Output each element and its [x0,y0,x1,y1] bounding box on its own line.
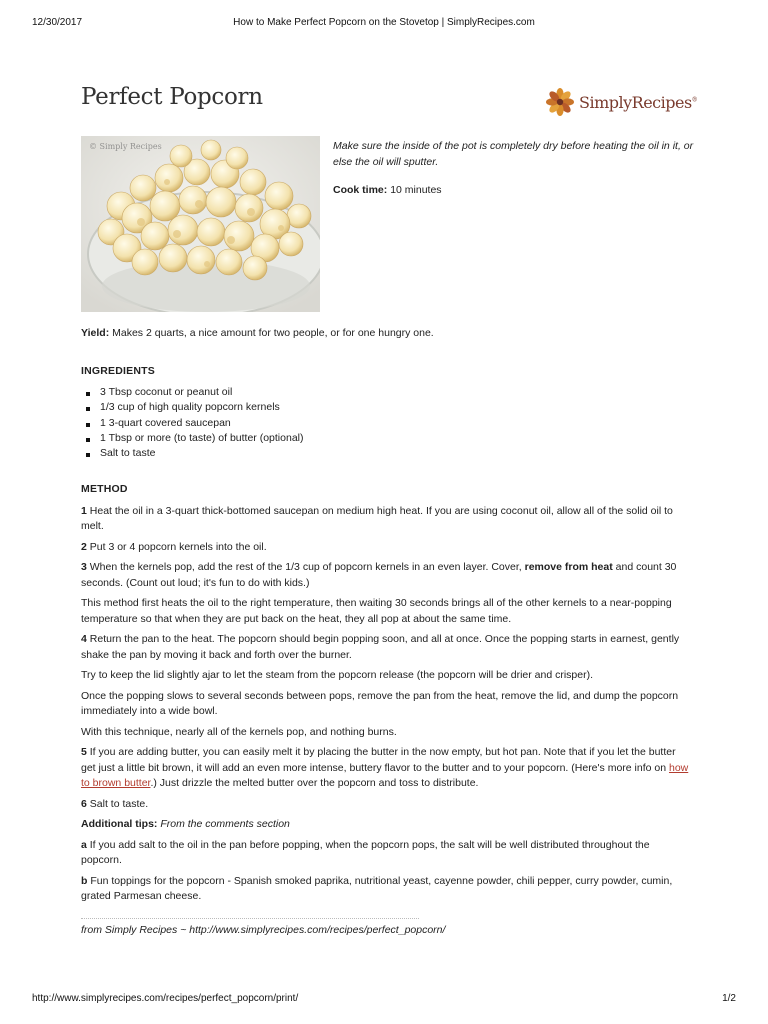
yield [81,326,693,342]
tips-heading: Additional tips: From the comments section [81,818,290,831]
bullet-icon [86,438,90,442]
popcorn-bowl-image [81,136,320,312]
method-paragraph: Try to keep the lid slightly ajar to let the steam from the popcorn release (the popcorn will be drier and crisper). [81,669,594,682]
ingredient-item: 3 Tbsp coconut or peanut oil [81,385,693,400]
logo-wordmark: SimplyRecipes® [579,92,698,112]
cook-time [333,182,703,198]
tip-a: a If you add salt to the oil in the pan before popping, when the popcorn pops, the salt will be well distributed throughout the popcorn. [81,838,650,867]
recipe-body [81,326,693,943]
ingredient-item: 1 Tbsp or more (to taste) of butter (optional) [81,431,693,446]
flower-logo-icon [545,87,575,117]
method-step-2: 2 Put 3 or 4 popcorn kernels into the oil. [81,540,267,553]
ingredient-item: Salt to taste [81,446,693,461]
intro-block [333,138,703,198]
bullet-icon [86,392,90,396]
divider [81,918,419,919]
intro-note: Make sure the inside of the pot is completely dry before heating the oil in it, or else the oil will sputter. [333,140,694,168]
method-step-5: 5 If you are adding butter, you can easily melt it by placing the butter in the now empty, but hot pan. Note that if you let the butter get just a little bit brown, it will add an even more intense, buttery flavor to the butter and to your popcorn. (Here's more info on how to brown butter.) Just drizzle the melted butter over the popcorn and toss to distribute. [81,746,689,790]
method-paragraph: Once the popping slows to several seconds between pops, remove the pan from the heat, remove the lid, and dump the popcorn immediately into a wide bowl. [81,689,679,718]
source-line: from Simply Recipes ~ http://www.simplyrecipes.com/recipes/perfect_popcorn/ [81,923,446,936]
method-step-4: 4 Return the pan to the heat. The popcorn should begin popping soon, and all at once. Once the popping starts in earnest, gently shake the pan by moving it back and forth over the burner. [81,633,680,661]
bullet-icon [86,423,90,427]
page-number: 1/2 [722,993,736,1004]
popcorn-photo [81,136,320,312]
method-paragraph: This method first heats the oil to the right temperature, then waiting 30 seconds brings all of the other kernels to a near-popping temperature so that when they are put back on the heat, they all pop at about the same time. [81,597,672,625]
bullet-icon [86,453,90,457]
print-url: http://www.simplyrecipes.com/recipes/perfect_popcorn/print/ [32,993,299,1004]
print-page-title: How to Make Perfect Popcorn on the Stovetop | SimplyRecipes.com [233,17,535,28]
brown-butter-link[interactable]: how to brown butter [81,761,689,790]
photo-watermark: © Simply Recipes [89,142,162,151]
cook-time-value: 10 minutes [390,184,442,196]
ingredients-heading: INGREDIENTS [81,364,155,377]
method-step-1: 1 Heat the oil in a 3-quart thick-bottomed saucepan on medium high heat. If you are using coconut oil, allow all of the solid oil to melt. [81,504,673,533]
yield-label: Yield: [81,327,110,339]
method-heading: METHOD [81,483,128,496]
bullet-icon [86,407,90,411]
simplyrecipes-logo[interactable] [545,87,697,117]
ingredient-item: 1/3 cup of high quality popcorn kernels [81,400,693,415]
yield-value: Makes 2 quarts, a nice amount for two people, or for one hungry one. [112,327,434,339]
method-step-6: 6 Salt to taste. [81,797,149,810]
tip-b: b Fun toppings for the popcorn - Spanish smoked paprika, nutritional yeast, cayenne powder, chili pepper, curry powder, cumin, grated Parmesan cheese. [81,874,673,903]
recipe-title: Perfect Popcorn [81,84,263,110]
method-paragraph: With this technique, nearly all of the kernels pop, and nothing burns. [81,725,397,738]
ingredient-item: 1 3-quart covered saucepan [81,416,693,431]
cook-time-label: Cook time: [333,184,388,196]
print-date: 12/30/2017 [32,17,83,28]
method-step-3: 3 When the kernels pop, add the rest of the 1/3 cup of popcorn kernels in an even layer. Cover, remove from heat and count 30 seconds. (Count out loud; it's fun to do with kids.) [81,561,677,589]
ingredients-list [81,385,693,461]
